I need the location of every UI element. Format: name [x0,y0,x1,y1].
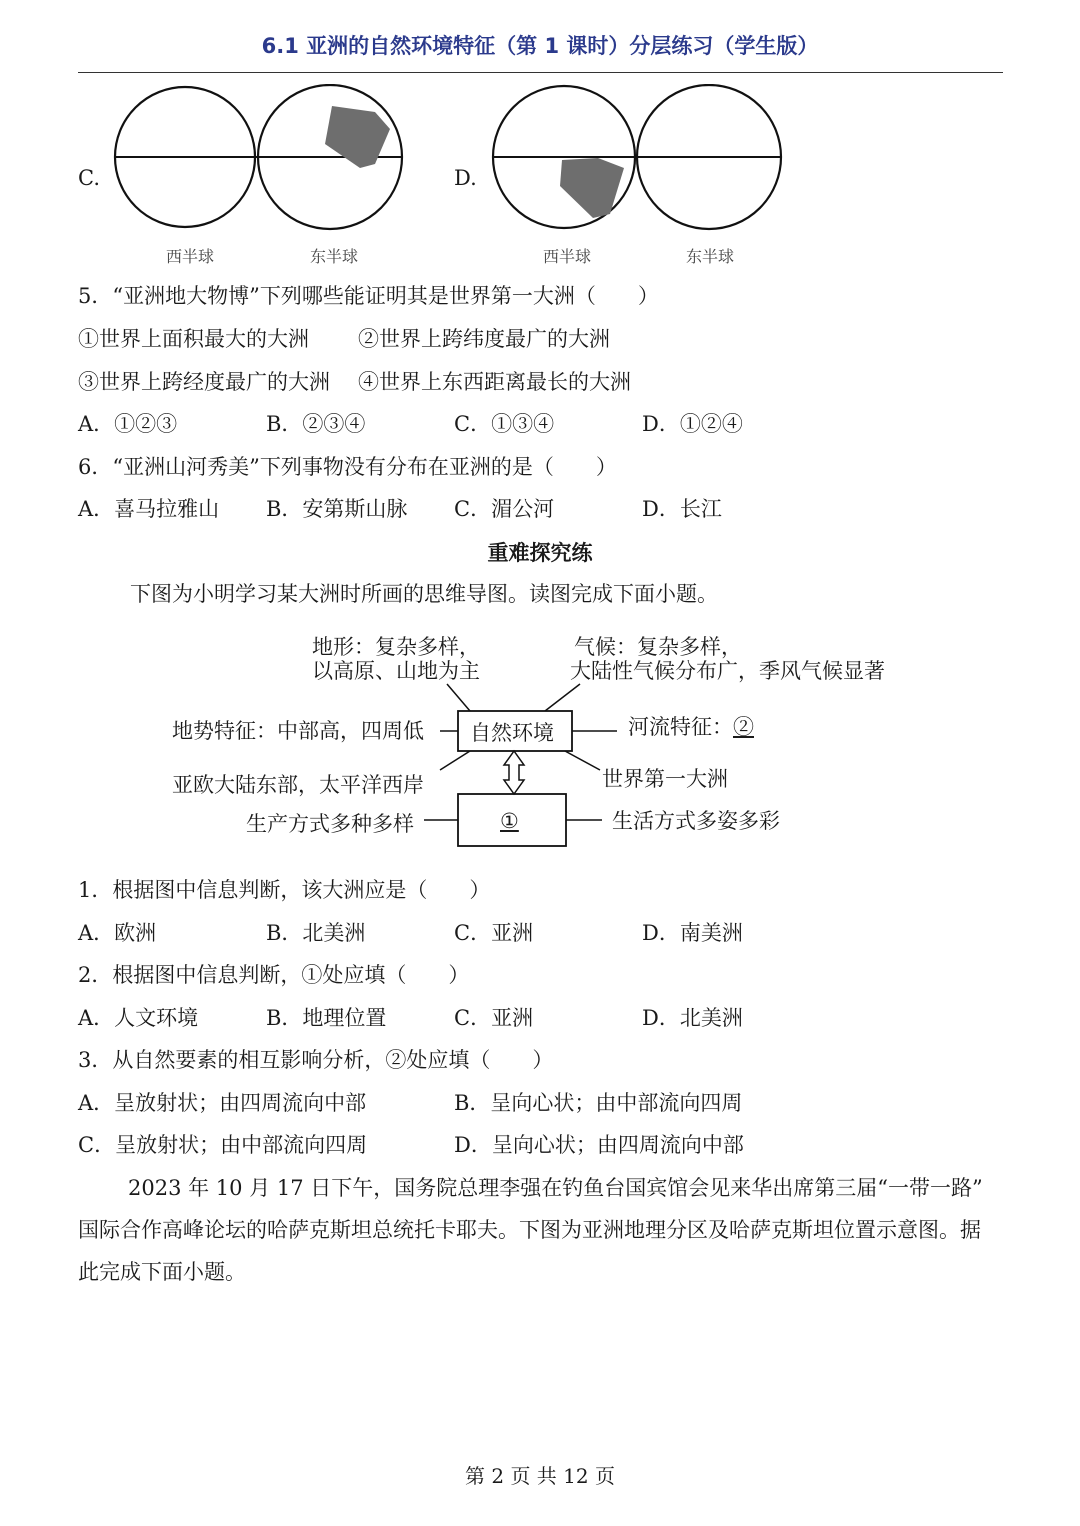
mindmap-river-blank: ② [733,715,754,739]
passage-line-1: 2023 年 10 月 17 日下午，国务院总理李强在钓鱼台国宾馆会见来华出席第三届“一带一路” [128,1176,983,1200]
figure-option-d-hemispheres [488,84,788,234]
mindmap-production: 生产方式多种多样 [246,812,414,836]
mindmap-climate-line1: 气候：复杂多样， [574,635,742,659]
mindmap-river [628,714,754,740]
page-number: 第 2 页 共 12 页 [465,1464,615,1488]
mindmap-terrain-line1: 地形：复杂多样， [312,635,480,659]
q5-item-1: ①世界上面积最大的大洲 [78,327,309,351]
mindmap-life: 生活方式多姿多彩 [612,809,780,833]
q3-option-c: C．呈放射状；由中部流向四周 [78,1133,368,1157]
figure-option-c-hemispheres [110,84,410,234]
question-2-stem: 2．根据图中信息判断，①处应填（ ） [78,963,470,987]
q5-option-c: C．①③④ [454,412,555,436]
double-arrow [504,751,524,794]
mindmap-climate-line2: 大陆性气候分布广，季风气候显著 [570,659,885,683]
q5-item-3: ③世界上跨经度最广的大洲 [78,370,330,394]
east-hemisphere-label: 东半球 [310,247,359,266]
mindmap-intro: 下图为小明学习某大洲时所画的思维导图。读图完成下面小题。 [130,582,718,606]
figure-option-d-label: D. [454,166,477,190]
q2-option-c: C．亚洲 [454,1006,534,1030]
question-1-stem: 1．根据图中信息判断，该大洲应是（ ） [78,878,491,902]
q6-option-c: C．湄公河 [454,497,555,521]
continent-shape [560,158,624,218]
mindmap-terrain-line2: 以高原、山地为主 [312,659,480,683]
mindmap-slope: 地势特征：中部高，四周低 [172,719,424,743]
q6-option-b: B．安第斯山脉 [266,497,408,521]
section-title: 重难探究练 [487,540,593,565]
q2-option-b: B．地理位置 [266,1006,387,1030]
q5-item-4: ④世界上东西距离最长的大洲 [358,370,631,394]
figure-option-c-label: C. [78,166,100,190]
q1-option-b: B．北美洲 [266,921,366,945]
header-divider [78,72,1003,73]
q1-option-d: D．南美洲 [642,921,743,945]
q5-option-d: D．①②④ [642,412,743,436]
q5-option-a: A．①②③ [78,412,178,436]
q1-option-a: A．欧洲 [78,921,157,945]
west-hemisphere-label: 西半球 [166,247,215,266]
q3-option-d: D．呈向心状；由四周流向中部 [454,1133,744,1157]
east-hemisphere-label: 东半球 [686,247,735,266]
passage-line-2: 国际合作高峰论坛的哈萨克斯坦总统托卡耶夫。下图为亚洲地理分区及哈萨克斯坦位置示意图。据 [78,1218,981,1242]
question-5-stem: 5．“亚洲地大物博”下列哪些能证明其是世界第一大洲（ ） [78,284,659,308]
continent-shape [325,106,390,168]
mindmap-river-label: 河流特征： [628,715,733,739]
q6-option-d: D．长江 [642,497,722,521]
q5-option-b: B．②③④ [266,412,366,436]
q3-option-a: A．呈放射状；由四周流向中部 [78,1091,367,1115]
mindmap-largest: 世界第一大洲 [602,767,728,791]
mindmap-location: 亚欧大陆东部，太平洋西岸 [172,773,424,797]
mindmap-center-label: 自然环境 [470,721,554,745]
west-hemisphere-label: 西半球 [543,247,592,266]
q3-option-b: B．呈向心状；由中部流向四周 [454,1091,743,1115]
question-6-stem: 6．“亚洲山河秀美”下列事物没有分布在亚洲的是（ ） [78,455,617,479]
q2-option-d: D．北美洲 [642,1006,743,1030]
mindmap-box1-label: ① [500,809,519,833]
passage-line-3: 此完成下面小题。 [78,1260,246,1284]
q6-option-a: A．喜马拉雅山 [78,497,220,521]
q5-item-2: ②世界上跨纬度最广的大洲 [358,327,610,351]
page-title: 6.1 亚洲的自然环境特征（第 1 课时）分层练习（学生版） [261,34,819,58]
question-3-stem: 3．从自然要素的相互影响分析，②处应填（ ） [78,1048,554,1072]
q1-option-c: C．亚洲 [454,921,534,945]
q2-option-a: A．人文环境 [78,1006,199,1030]
